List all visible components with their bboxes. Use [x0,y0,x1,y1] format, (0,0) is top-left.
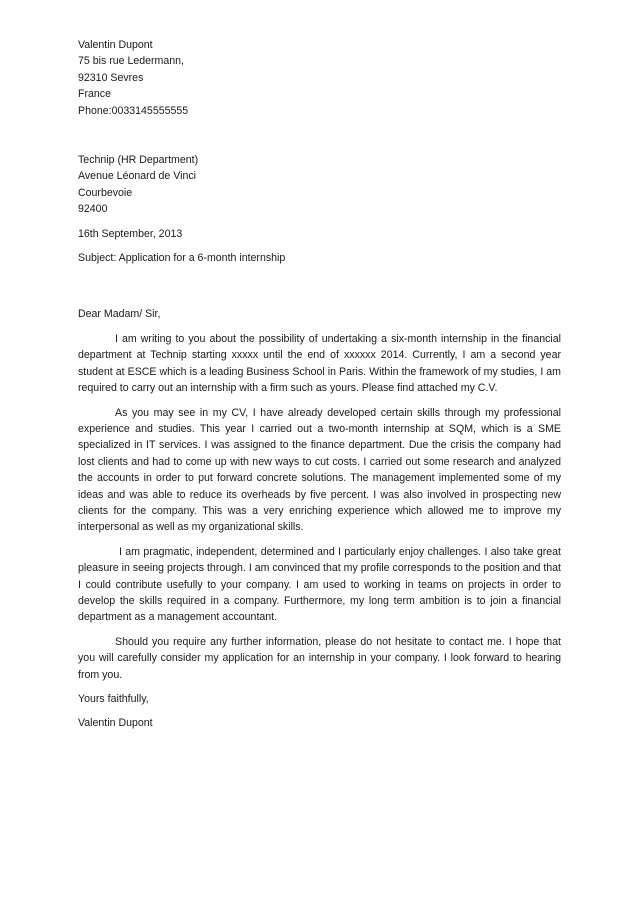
paragraph-experience: As you may see in my CV, I have already developed certain skills through my professional experience and studies. This year I carried out a two-month internship at SQM, which is a SME specialized in IT services. I was assigned to the finance department. Due the crisis the company had lost clients and had to come up with new ways to cut costs. I carried out some research and analyzed the accounts in order to put forward concrete solutions. The management implemented some of my ideas and was able to reduce its overheads by five percent. I was also involved in prospecting new clients for the company. This was a very enriching experience which allowed me to improve my interpersonal as well as my organizational skills. [78,406,561,534]
recipient-city: Courbevoie [78,186,133,199]
recipient-street: Avenue Léonard de Vinci [78,170,197,183]
sender-street: 75 bis rue Ledermann, [78,55,185,68]
sender-country: France [78,88,111,101]
recipient-address [78,152,561,218]
recipient-postcode: 92400 [78,203,108,216]
closing-phrase: Yours faithfully, [78,693,149,705]
recipient-company: Technip (HR Department) [78,154,199,167]
letter-body [78,37,561,732]
sender-city: 92310 Sevres [78,71,144,84]
paragraph-qualities: I am pragmatic, independent, determined and I particularly enjoy challenges. I also take great pleasure in seeing projects through. I am convinced that my profile corresponds to the position and that I could contribute usefully to your company. I am used to working in teams on projects in order to develop the skills required in a company. Furthermore, my long term ambition is to join a financial department as a management accountant. [78,545,561,624]
salutation: Dear Madam/ Sir, [78,308,161,321]
letter-subject: Subject: Application for a 6-month internship [78,252,286,265]
signature-name: Valentin Dupont [78,717,153,730]
letter-date: 16th September, 2013 [78,227,183,240]
paragraph-intro: I am writing to you about the possibility of undertaking a six-month internship in the financial department at Technip starting xxxxx until the end of xxxxxx 2014. Currently, I am a second year student at ESCE which is a leading Business School in Paris. Within the framework of my studies, I am required to carry out an internship with a firm such as yours. Please find attached my C.V. [78,332,561,395]
paragraph-closing: Should you require any further information, please do not hesitate to contact me. I hope that you will carefully consider my application for an internship in your company. I look forward to hearing from you. [78,635,561,681]
sender-phone: Phone:0033145555555 [78,104,189,117]
sender-address [78,37,561,119]
sender-name: Valentin Dupont [78,39,153,51]
